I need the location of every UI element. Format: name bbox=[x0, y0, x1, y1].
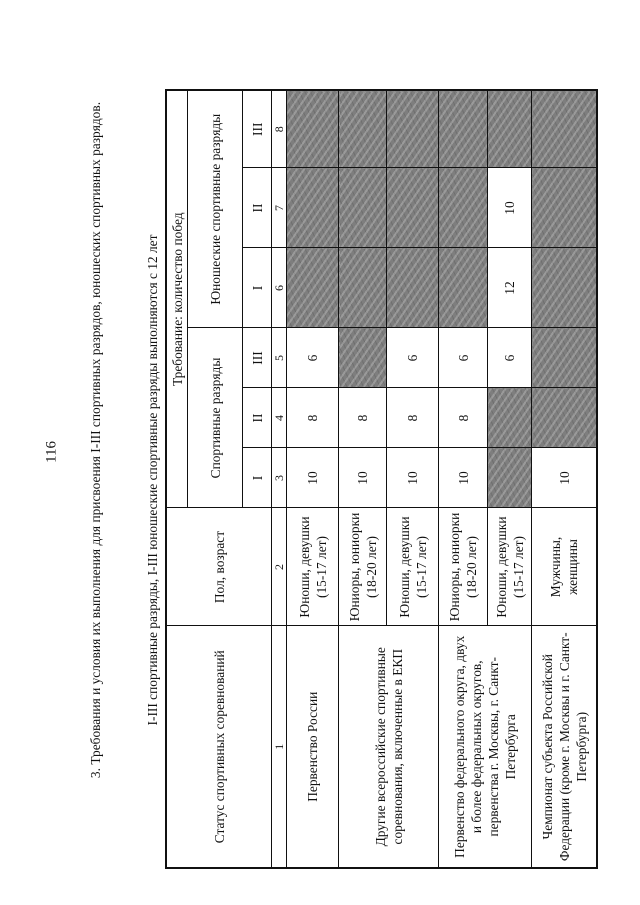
column-number: 4 bbox=[272, 388, 287, 448]
value-cell bbox=[387, 90, 439, 168]
value-cell bbox=[488, 448, 532, 508]
sex-age-cell: Юноши, девушки (15-17 лет) bbox=[387, 508, 439, 626]
column-number: 2 bbox=[272, 508, 287, 626]
table-row bbox=[439, 90, 488, 868]
value-cell: 10 bbox=[532, 448, 598, 508]
value-cell bbox=[339, 248, 387, 328]
value-cell: 8 bbox=[439, 388, 488, 448]
sex-age-cell: Юноши, девушки (15-17 лет) bbox=[488, 508, 532, 626]
sex-age-cell: Мужчины, женщины bbox=[532, 508, 598, 626]
value-cell bbox=[532, 248, 598, 328]
value-cell bbox=[439, 168, 488, 248]
value-cell bbox=[532, 328, 598, 388]
value-cell: 10 bbox=[287, 448, 339, 508]
value-cell: 12 bbox=[488, 248, 532, 328]
competition-name: Чемпионат субъекта Российской Федерации (кроме г. Москвы и г. Санкт-Петербурга) bbox=[532, 626, 598, 868]
competition-name: Первенство России bbox=[287, 626, 339, 868]
value-cell bbox=[532, 388, 598, 448]
value-cell: 6 bbox=[387, 328, 439, 388]
page-number: 116 bbox=[43, 441, 60, 463]
table-subheading: I-III спортивные разряды, I-III юношеские спортивные разряды выполняются с 12 лет bbox=[145, 234, 160, 726]
sex-age-cell: Юниоры, юниорки (18-20 лет) bbox=[439, 508, 488, 626]
value-cell bbox=[439, 90, 488, 168]
value-cell bbox=[339, 90, 387, 168]
header-rank-2: II bbox=[243, 388, 272, 448]
value-cell: 6 bbox=[488, 328, 532, 388]
header-sport-ranks: Спортивные разряды bbox=[188, 328, 243, 508]
value-cell bbox=[387, 248, 439, 328]
requirements-table bbox=[165, 89, 598, 869]
header-youth-rank-2: II bbox=[243, 168, 272, 248]
value-cell bbox=[488, 388, 532, 448]
column-number: 5 bbox=[272, 328, 287, 388]
header-youth-ranks: Юношеские спортивные разряды bbox=[188, 90, 243, 328]
value-cell: 10 bbox=[488, 168, 532, 248]
value-cell: 8 bbox=[287, 388, 339, 448]
value-cell bbox=[287, 90, 339, 168]
value-cell: 8 bbox=[387, 388, 439, 448]
competition-name: Первенство федерального округа, двух и более федеральных округов, первенства г. Москвы, г. Санкт-Петербурга bbox=[439, 626, 532, 868]
sex-age-cell: Юниоры, юниорки (18-20 лет) bbox=[339, 508, 387, 626]
header-youth-rank-3: III bbox=[243, 90, 272, 168]
value-cell: 6 bbox=[439, 328, 488, 388]
value-cell bbox=[339, 328, 387, 388]
column-number: 6 bbox=[272, 248, 287, 328]
header-sex-age: Пол, возраст bbox=[166, 508, 272, 626]
header-rank-3: III bbox=[243, 328, 272, 388]
value-cell bbox=[339, 168, 387, 248]
sex-age-cell: Юноши, девушки (15-17 лет) bbox=[287, 508, 339, 626]
value-cell bbox=[439, 248, 488, 328]
table-row bbox=[339, 90, 387, 868]
value-cell: 10 bbox=[439, 448, 488, 508]
column-number: 3 bbox=[272, 448, 287, 508]
header-rank-1: I bbox=[243, 448, 272, 508]
value-cell bbox=[532, 168, 598, 248]
competition-name: Другие всероссийские спортивные соревнования, включенные в ЕКП bbox=[339, 626, 439, 868]
column-number: 8 bbox=[272, 90, 287, 168]
value-cell bbox=[287, 168, 339, 248]
value-cell bbox=[287, 248, 339, 328]
section-heading: 3. Требования и условия их выполнения для присвоения I-III спортивных разрядов, юношеских спортивных разрядов. bbox=[88, 101, 103, 779]
value-cell bbox=[532, 90, 598, 168]
value-cell: 8 bbox=[339, 388, 387, 448]
table-row bbox=[287, 90, 339, 868]
column-number: 7 bbox=[272, 168, 287, 248]
header-requirement: Требование: количество побед bbox=[166, 90, 188, 508]
column-number: 1 bbox=[272, 626, 287, 868]
rotated-table-block bbox=[143, 91, 615, 869]
table-row bbox=[532, 90, 598, 868]
value-cell bbox=[387, 168, 439, 248]
value-cell: 10 bbox=[387, 448, 439, 508]
value-cell bbox=[488, 90, 532, 168]
value-cell: 6 bbox=[287, 328, 339, 388]
header-competition-status: Статус спортивных соревнований bbox=[166, 626, 272, 868]
value-cell: 10 bbox=[339, 448, 387, 508]
header-youth-rank-1: I bbox=[243, 248, 272, 328]
